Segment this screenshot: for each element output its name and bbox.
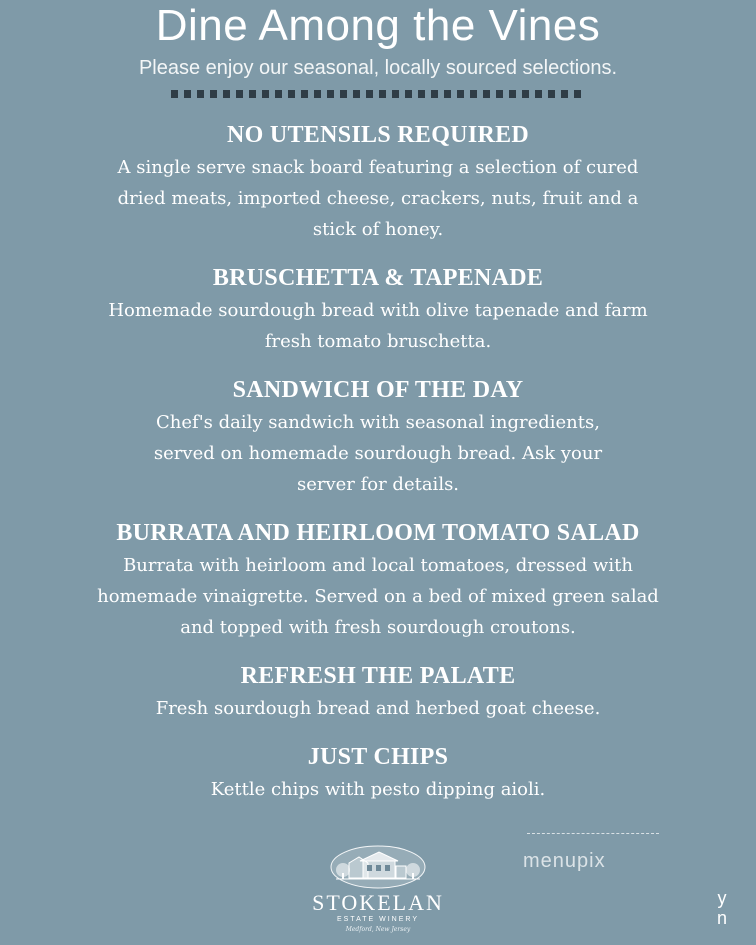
menu-item-description-line: Burrata with heirloom and local tomatoes, dressed with: [123, 555, 633, 576]
corner-mark-letter: y: [717, 888, 727, 908]
logo-name: STOKELAN: [312, 890, 444, 915]
menu-item: [0, 261, 756, 357]
menu-item-description: [0, 407, 756, 500]
menu-item-description-line: served on homemade sourdough bread. Ask your: [153, 443, 603, 464]
corner-mark-letter: n: [716, 908, 727, 928]
menu-item-name: SANDWICH OF THE DAY: [232, 377, 524, 403]
menu-item-description: [0, 295, 756, 357]
menu-item-description-line: Kettle chips with pesto dipping aioli.: [210, 779, 546, 800]
menu-item: [0, 118, 756, 245]
menu-item: [0, 373, 756, 500]
page-title: Dine Among the Vines: [155, 1, 601, 50]
menu-item-description-line: and topped with fresh sourdough croutons.: [180, 617, 576, 638]
menu-item-description-line: Fresh sourdough bread and herbed goat cheese.: [155, 698, 601, 719]
menu-item-description-line: server for details.: [296, 474, 460, 495]
winery-logo: [300, 843, 456, 941]
menu-item-description: [0, 550, 756, 643]
corner-mark: [712, 888, 732, 938]
menu-item: [0, 516, 756, 643]
menu-item-description-line: stick of honey.: [312, 219, 444, 240]
menu-item-name: REFRESH THE PALATE: [240, 663, 516, 689]
menu-item-description-line: Chef's daily sandwich with seasonal ingredients,: [156, 412, 600, 433]
logo-subtitle: ESTATE WINERY: [336, 916, 419, 923]
menu-item-description-line: homemade vinaigrette. Served on a bed of mixed green salad: [97, 586, 659, 607]
watermark-line: [527, 833, 659, 835]
menu-item-description: [0, 774, 756, 805]
menu-list: [0, 118, 756, 821]
menu-item-description-line: A single serve snack board featuring a selection of cured: [117, 157, 639, 178]
menu-item-description-line: fresh tomato bruschetta.: [264, 331, 492, 352]
menu-item: [0, 659, 756, 724]
menu-item-name: BRUSCHETTA & TAPENADE: [212, 265, 544, 291]
title-divider: [171, 90, 586, 98]
menu-item-description-line: Homemade sourdough bread with olive tapenade and farm: [108, 300, 648, 321]
page-subtitle: Please enjoy our seasonal, locally sourced selections.: [138, 57, 618, 79]
logo-location: Medford, New Jersey: [345, 926, 411, 933]
menu-item-description-line: dried meats, imported cheese, crackers, nuts, fruit and a: [117, 188, 639, 209]
menu-item-description: [0, 693, 756, 724]
winery-building-icon: [328, 843, 428, 889]
menu-item-name: JUST CHIPS: [307, 744, 449, 770]
menu-item-name: BURRATA AND HEIRLOOM TOMATO SALAD: [116, 520, 640, 546]
menupix-watermark-text: menupix: [523, 850, 606, 872]
menu-item-name: NO UTENSILS REQUIRED: [226, 122, 530, 148]
menupix-watermark: [523, 833, 668, 883]
menu-item: [0, 740, 756, 805]
menu-item-description: [0, 152, 756, 245]
